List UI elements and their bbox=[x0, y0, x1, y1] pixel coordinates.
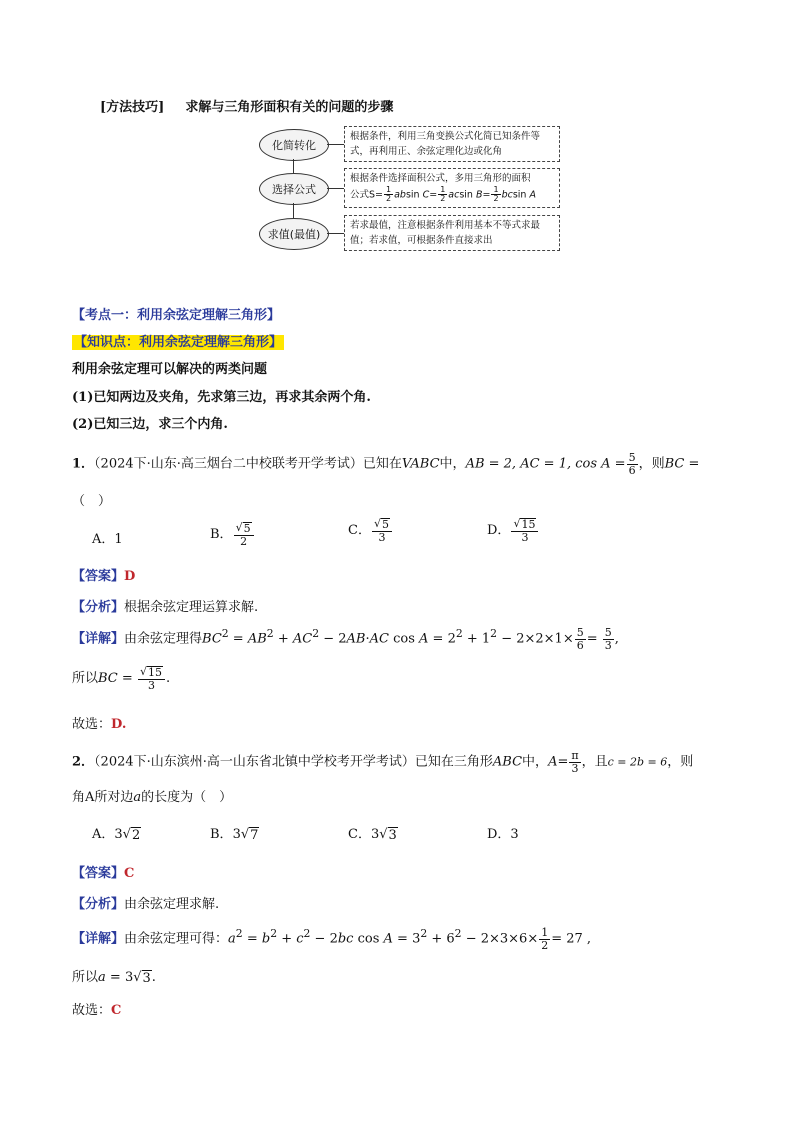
q2-choose: 故选：C bbox=[72, 1003, 122, 1018]
q2-option-d: D．3 bbox=[487, 827, 519, 842]
section-heading: 【考点一：利用余弦定理解三角形】 bbox=[72, 308, 281, 323]
flow-node-formula: 选择公式 bbox=[259, 173, 329, 205]
knowledge-point: 【知识点：利用余弦定理解三角形】 bbox=[74, 335, 283, 350]
q1-option-d: D． √ 15 3 bbox=[487, 518, 539, 543]
method-tag: [方法技巧] bbox=[100, 100, 165, 115]
q2-stem: 2．（2024下·山东滨州·高一山东省北镇中学校考开学考试）已知在三角形ABC中，A= $\frac{\pi}{3}$ ，且c = 2b = 6，则 bbox=[72, 749, 694, 775]
intro-item-1: (1)已知两边及夹角，先求第三边，再求其余两个角. bbox=[72, 390, 371, 405]
q2-option-c: C．3√ 3 bbox=[348, 827, 397, 843]
q1-analysis: 【分析】根据余弦定理运算求解. bbox=[72, 600, 259, 615]
flow-box-simplify: 根据条件，利用三角变换公式化简已知条件等式，再利用正、余弦定理化边或化角 bbox=[344, 126, 560, 162]
flow-connector bbox=[327, 188, 344, 189]
q1-stem: 1．（2024下·山东·高三烟台二中校联考开学考试）已知在VABC中，AB = 2, AC = 1, cos A = $\frac{5}{6}$ ，则BC = bbox=[72, 451, 700, 477]
q1-detail: 【详解】由余弦定理得$BC^2 = AB^2 + AC^2 - 2AB\cdot AC$ $\cos A = 2^2 + 1^2 - 2\times 2\times 1\times$ $\frac{5}{6}$ = $\frac{5}{3}$ , bbox=[72, 626, 619, 652]
flow-connector bbox=[327, 233, 344, 234]
q1-answer: 【答案】D bbox=[72, 569, 136, 584]
flow-connector bbox=[327, 144, 344, 145]
intro-item-2: (2)已知三边，求三个内角. bbox=[72, 417, 228, 432]
q1-so: 所以BC = √ 15 3 . bbox=[72, 665, 171, 692]
q2-option-b: B．3√ 7 bbox=[210, 827, 259, 843]
flow-node-value: 求值(最值) bbox=[259, 218, 329, 250]
method-header bbox=[100, 96, 393, 115]
flow-arrow bbox=[293, 159, 294, 173]
q2-answer: 【答案】C bbox=[72, 866, 135, 881]
intro-text: 利用余弦定理可以解决的两类问题 bbox=[72, 362, 268, 377]
q2-option-a: A．3√ 2 bbox=[92, 827, 141, 843]
q1-option-b: B． √ 5 2 bbox=[210, 522, 255, 547]
q2-detail: 【详解】由余弦定理可得：$a^2 = b^2 + c^2 - 2bc$ $\cos A = 3^2 + 6^2 - 2\times 3\times 6\times$ $\frac{1}{2}$ = 27 , bbox=[72, 926, 592, 952]
flow-node-simplify: 化简转化 bbox=[259, 129, 329, 161]
q2-stem-line2: 角A所对边a的长度为（ ） bbox=[72, 790, 233, 805]
method-title: 求解与三角形面积有关的问题的步骤 bbox=[185, 100, 394, 115]
q1-paren: （ ） bbox=[72, 494, 112, 509]
flow-arrow bbox=[293, 203, 294, 218]
q1-choose: 故选：D. bbox=[72, 717, 127, 732]
q2-analysis: 【分析】由余弦定理求解. bbox=[72, 897, 220, 912]
q1-option-a: A．1 bbox=[92, 532, 123, 547]
flow-box-value: 若求最值，注意根据条件利用基本不等式求最值；若求值，可根据条件直接求出 bbox=[344, 215, 560, 251]
q1-option-c: C． √ 5 3 bbox=[348, 518, 393, 543]
q2-so: 所以a = 3√ 3 . bbox=[72, 970, 156, 986]
flow-box-formula: 根据条件选择面积公式，多用三角形的面积 公式S= $\frac{1}{2}$ absin C= $\frac{1}{2}$ acsin B= $\frac{1}{2}$ bcsin A bbox=[344, 168, 560, 208]
